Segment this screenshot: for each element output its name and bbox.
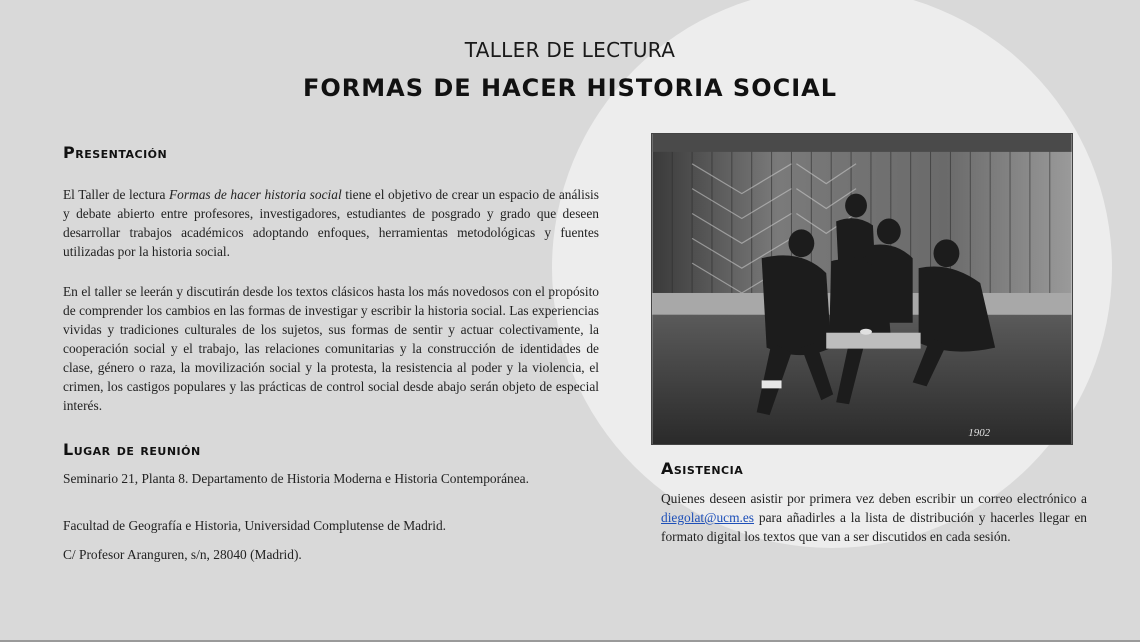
wall-top-beam [652, 134, 1071, 152]
section-heading-lugar: Lugar de reunión [63, 440, 201, 459]
historical-photo [651, 133, 1073, 445]
presentacion-paragraph-1 [63, 185, 599, 261]
section-heading-asistencia: Asistencia [661, 459, 744, 478]
asistencia-text-after: para añadirles a la lista de distribución y hacerles llegar en formato digital los textos que van a ser discutidos en cada sesión. [661, 510, 1087, 544]
cards-in-hand [860, 329, 872, 335]
lugar-line-3: C/ Profesor Aranguren, s/n, 28040 (Madrid). [63, 547, 302, 562]
lugar-line-2: Facultad de Geografía e Historia, Universidad Complutense de Madrid. [63, 518, 447, 533]
asistencia-text-before: Quienes deseen asistir por primera vez deben escribir un correo electrónico a [661, 491, 1087, 506]
bench-log [826, 333, 920, 349]
section-heading-presentacion: Presentación [63, 143, 168, 162]
photo-signature: 1902 [968, 427, 991, 440]
email-link[interactable]: diegolat@ucm.es [661, 510, 755, 525]
bare-foot [762, 380, 782, 388]
asistencia-paragraph [661, 489, 1087, 546]
presentacion-paragraph-2: En el taller se leerán y discutirán desde los textos clásicos hasta los más novedosos con el propósito de comprender los cambios en las formas de investigar y escribir la historia social. Las experiencias vividas y tradiciones culturales de los sujetos, sus formas de sentir y actuar colectivamente, la cooperación social y el trabajo, las relaciones comunitarias y la construcción de identidades de clase, género o raza, la movilización social y la protesta, la resistencia al poder y la violencia, el crimen, los castigos populares y las prácticas de control social desde abajo serán objeto de especial interés. [63, 284, 599, 413]
lugar-line-1: Seminario 21, Planta 8. Departamento de Historia Moderna e Historia Contemporánea. [63, 471, 529, 486]
p1-text-after: tiene el objetivo de crear un espacio de análisis y debate abierto entre profesores, investigadores, estudiantes de posgrado y grado que deseen desarrollar trabajos académicos adoptando enfoques, herramientas metodológicas y fuentes utilizadas por la historia social. [63, 187, 599, 259]
page-title: FORMAS DE HACER HISTORIA SOCIAL [302, 74, 838, 102]
p1-italic-title: Formas de hacer historia social [168, 187, 342, 202]
p1-text-before: El Taller de lectura [63, 187, 169, 202]
page-kicker: TALLER DE LECTURA [464, 38, 676, 62]
